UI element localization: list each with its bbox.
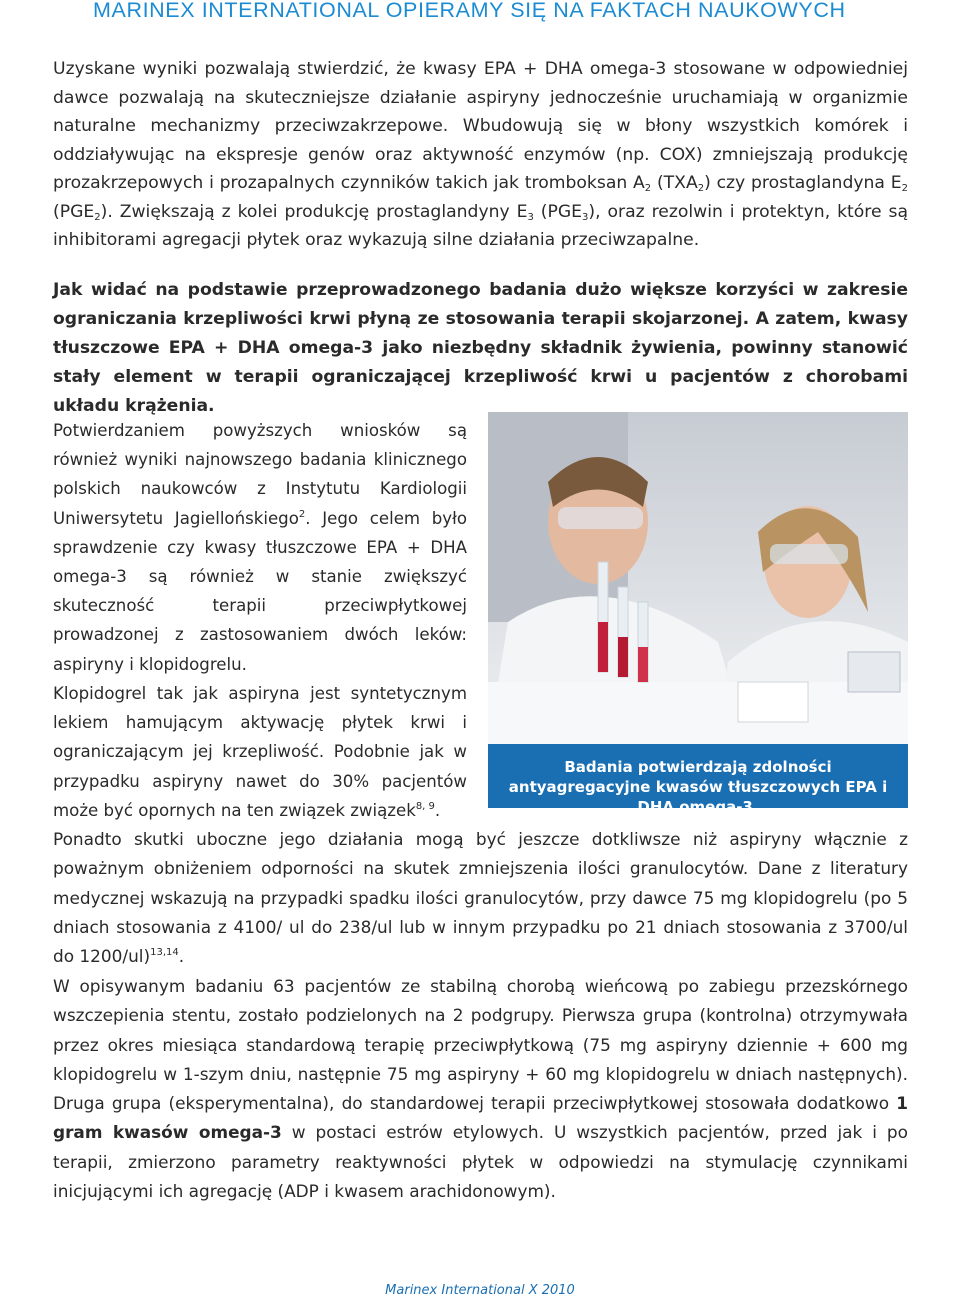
page-header: MARINEX INTERNATIONAL OPIERAMY SIĘ NA FAKTACH NAUKOWYCH: [93, 0, 846, 22]
photo-caption: Badania potwierdzają zdolności antyagregacyjne kwasów tłuszczowych EPA i DHA omega-3.: [488, 744, 908, 808]
page-footer: Marinex International X 2010: [385, 1283, 575, 1298]
paragraph-4: Klopidogrel tak jak aspiryna jest syntetycznym lekiem hamującym aktywację płytek krwi i ograniczającym jej krzepliwość. Podobnie jak w przypadku aspiryny nawet do 30% pacjentów może być opornych na ten związek związek$^{8, 9}$.: [53, 684, 467, 820]
lab-photo-illustration: [488, 412, 908, 744]
lab-scientists-photo: [488, 412, 908, 744]
paragraph-2-bold: Jak widać na podstawie przeprowadzonego badania dużo większe korzyści w zakresie ograniczania krzepliwości krwi płyną ze stosowania terapii skojarzonej. A zatem, kwasy tłuszczowe EPA + DHA omega-3 jako niezbędny składnik żywienia, powinny stanowić stały element w terapii ograniczającej krzepliwość krwi u pacjentów z chorobami układu krążenia.: [53, 280, 908, 416]
paragraph-1: Uzyskane wyniki pozwalają stwierdzić, że kwasy EPA + DHA omega-3 stosowane w odpowiedniej dawce pozwalają na skuteczniejsze działanie aspiryny jednocześnie uruchamiają w organizmie naturalne mechanizmy przeciwzakrzepowe. Wbudowują się w błony wszystkich komórek i oddziaływując na ekspresje genów oraz aktywność enzymów (np. COX) zmniejszają produkcję prozakrzepowych i prozapalnych czynników takich jak tromboksan $A_2$ $(TXA_2)$ czy prostaglandyna $E_2$ $(PGE_2)$. Zwiększają z kolei produkcję prostaglandyny $E_3$ $(PGE_3)$, oraz rezolwin i protektyn, które są inhibitorami agregacji płytek oraz wykazują silne działania przeciwzapalne.: [53, 59, 908, 250]
paragraph-6: W opisywanym badaniu 63 pacjentów ze stabilną chorobą wieńcową po zabiegu przezskórnego wszczepienia stentu, zostało podzielonych na 2 podgrupy. Pierwsza grupa (kontrolna) otrzymywała przez okres miesiąca standardową terapię przeciwpłytkową (75 mg aspiryny dziennie + 600 mg klopidogrelu w 1-szym dniu, następnie 75 mg aspiryny + 60 mg klopidogrelu w dniach następnych). Druga grupa (eksperymentalna), do standardowej terapii przeciwpłytkowej stosowała dodatkowo 1 gram kwasów omega-3 w postaci estrów etylowych. U wszystkich pacjentów, przed jak i po terapii, zmierzono parametry reaktywności płytek w odpowiedzi na stymulację czynnikami inicjującymi ich agregację (ADP i kwasem arachidonowym).: [53, 976, 908, 1202]
paragraph-3: Potwierdzaniem powyższych wniosków są również wyniki najnowszego badania klinicznego polskich naukowców z Instytutu Kardiologii Uniwersytetu Jagiellońskiego$^2$. Jego celem było sprawdzenie czy kwasy tłuszczowe EPA + DHA omega-3 są również w stanie zwiększyć skuteczność terapii przeciwpłytkowej prowadzonej z zastosowaniem dwóch leków: aspiryny i klopidogrelu.: [53, 421, 467, 674]
paragraph-5: Ponadto skutki uboczne jego działania mogą być jeszcze dotkliwsze niż aspiryny włącznie z poważnym obniżeniem odporności na skutek zmniejszenia ilości granulocytów. Dane z literatury medycznej wskazują na przypadki spadku ilości granulocytów, przy dawce 75 mg klopidogrelu (po 5 dniach stosowania z 4100/ ul do 238/ul lub w innym przypadku po 21 dniach stosowania z 3700/ul do 1200/ul)$^{13,14}$.: [53, 829, 908, 967]
